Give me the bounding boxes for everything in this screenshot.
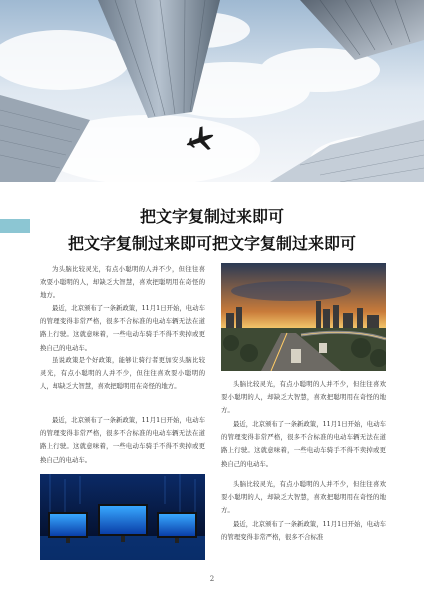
- city-photo: [221, 263, 386, 371]
- right-paragraph: 最近，北京颁布了一条新政策，11月1日开始，电动车的管理变得非常严格，很多不合标准: [221, 520, 386, 542]
- page-subtitle: 把文字复制过来即可把文字复制过来即可: [67, 234, 356, 253]
- hero-image: [0, 0, 424, 182]
- right-paragraph: 最近，北京颁布了一条新政策，11月1日开始，电动车的管理变得非常严格，很多不合标准的电动车辆无法在道路上行驶。这就意味着，一些电动车骑手不得不卖掉或更换自己的电动车。: [221, 420, 386, 468]
- page-title: 把文字复制过来即可: [139, 207, 284, 226]
- right-paragraph: 头脑比较灵光，有点小聪明的人并不少，但往往喜欢耍小聪明的人，却缺乏大智慧，喜欢把聪明用在奇怪的地方。: [221, 380, 386, 415]
- left-paragraph: 最近，北京颁布了一条新政策，11月1日开始，电动车的管理变得非常严格，很多不合标准的电动车辆无法在道路上行驶。这就意味着，一些电动车骑手不得不卖掉或更换自己的电动车。: [40, 416, 205, 464]
- left-paragraph: 虽说政策是个好政策，能够让骑行者更加安头脑比较灵光，有点小聪明的人并不少，但往往喜欢耍小聪明的人，却缺乏大智慧，喜欢把聪明用在奇怪的地方。: [40, 356, 205, 391]
- monitors-photo: [40, 474, 205, 560]
- left-paragraph: 最近，北京颁布了一条新政策，11月1日开始，电动车的管理变得非常严格，很多不合标准的电动车辆无法在道路上行驶。这就意味着，一些电动车骑手不得不卖掉或更换自己的电动车。: [40, 304, 205, 352]
- left-paragraph: 为头脑比较灵光，有点小聪明的人并不少，但往往喜欢耍小聪明的人，却缺乏大智慧，喜欢把聪明用在奇怪的地方。: [40, 265, 205, 300]
- right-paragraph: 头脑比较灵光，有点小聪明的人并不少，但往往喜欢耍小聪明的人，却缺乏大智慧，喜欢把聪明用在奇怪的地方。: [221, 480, 386, 515]
- page-number: 2: [209, 575, 215, 583]
